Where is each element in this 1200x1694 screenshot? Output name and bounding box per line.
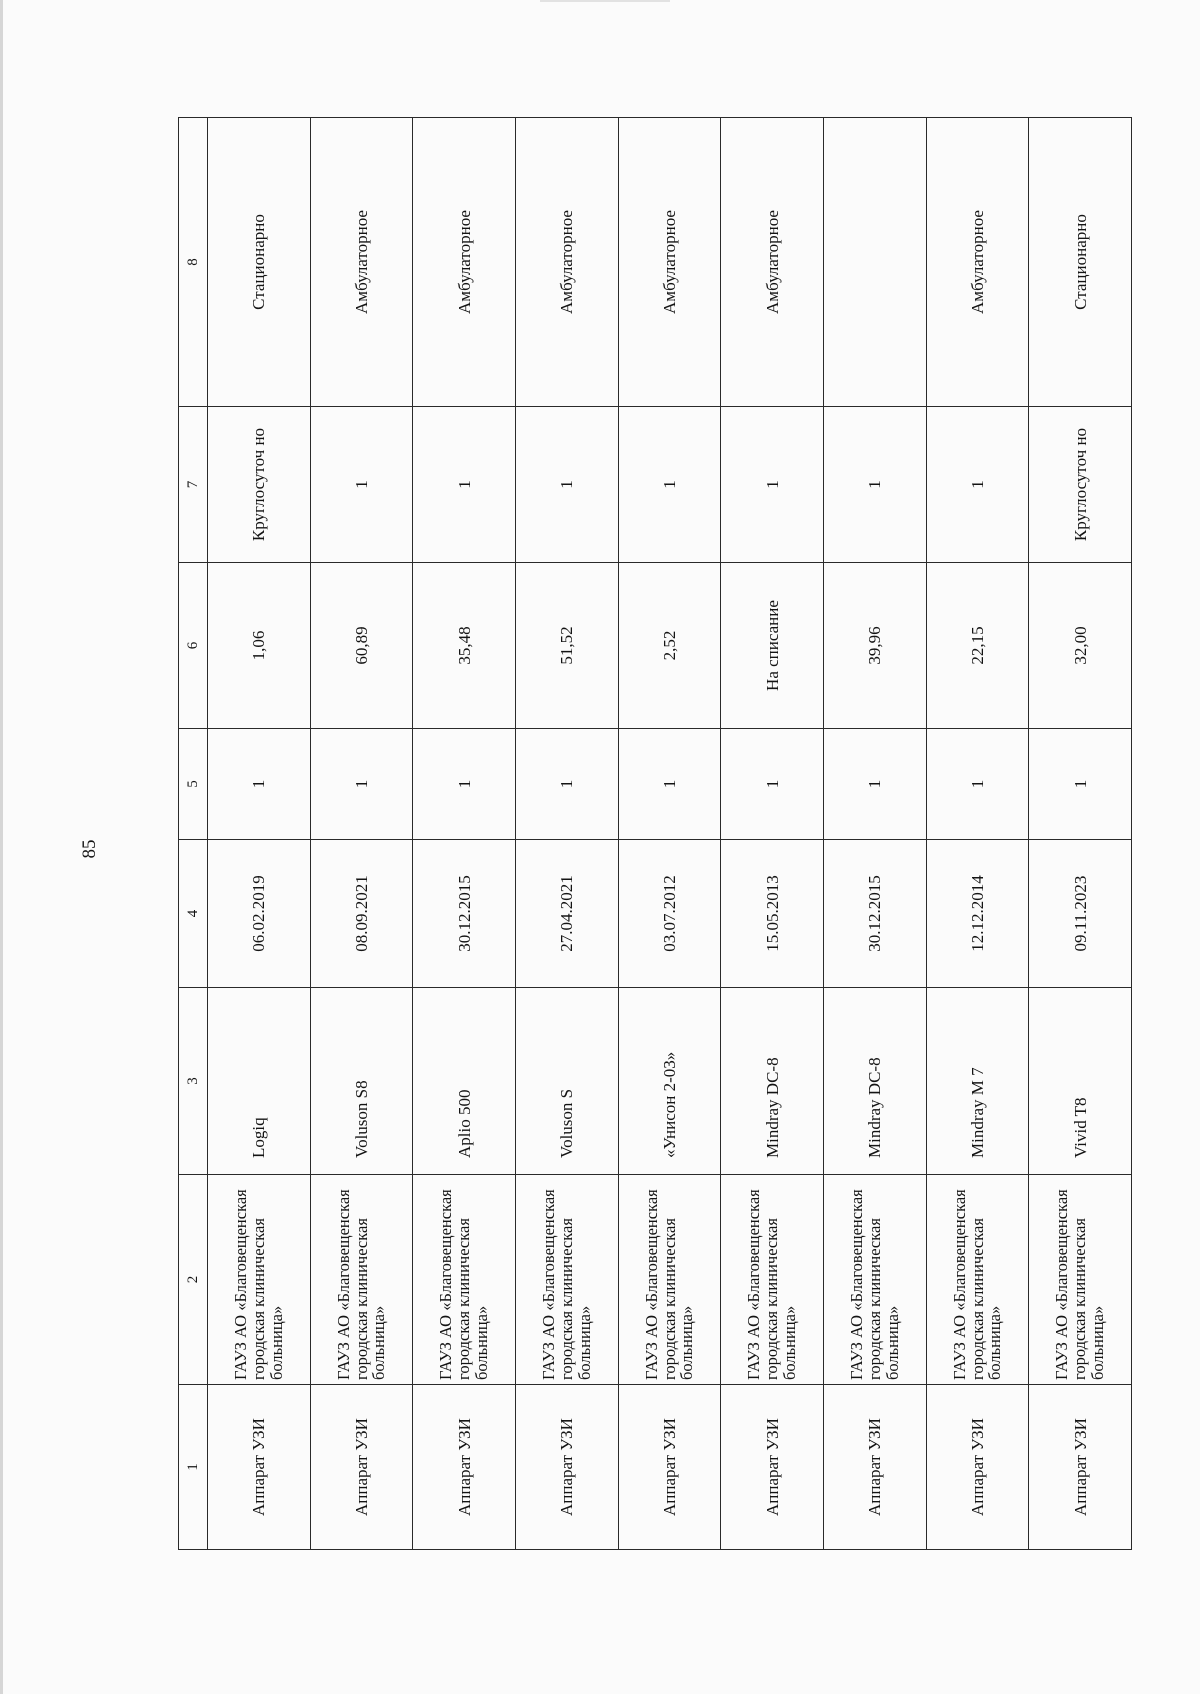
cell-quantity: 1: [823, 729, 926, 840]
table-row: [1029, 118, 1132, 1550]
cell-usage-type: Амбулаторное: [515, 118, 618, 407]
cell-equipment-name: Аппарат УЗИ: [208, 1385, 311, 1550]
equipment-table-frame: [178, 118, 1132, 1550]
cell-usage-type: Стационарно: [1029, 118, 1132, 407]
cell-equipment-name: Аппарат УЗИ: [823, 1385, 926, 1550]
table-row: [310, 118, 413, 1550]
cell-usage-type: Стационарно: [208, 118, 311, 407]
column-number-5: 5: [179, 729, 208, 840]
cell-organization: ГАУЗ АО «Благовещенская городская клиническая больница»: [1029, 1175, 1132, 1385]
cell-commissioning-date: 09.11.2023: [1029, 840, 1132, 988]
page-number-text: 85: [79, 839, 100, 859]
cell-commissioning-date: 30.12.2015: [413, 840, 516, 988]
cell-equipment-name: Аппарат УЗИ: [310, 1385, 413, 1550]
cell-commissioning-date: 15.05.2013: [721, 840, 824, 988]
column-number-2: 2: [179, 1175, 208, 1385]
cell-model: Mindray M 7: [926, 988, 1029, 1175]
cell-quantity: 1: [618, 729, 721, 840]
column-number-row: [179, 118, 208, 1550]
cell-usage-type: Амбулаторное: [413, 118, 516, 407]
cell-commissioning-date: 27.04.2021: [515, 840, 618, 988]
cell-equipment-name: Аппарат УЗИ: [1029, 1385, 1132, 1550]
cell-organization: ГАУЗ АО «Благовещенская городская клиническая больница»: [823, 1175, 926, 1385]
cell-equipment-name: Аппарат УЗИ: [926, 1385, 1029, 1550]
cell-work-mode: Круглосуточ но: [1029, 407, 1132, 563]
cell-equipment-name: Аппарат УЗИ: [413, 1385, 516, 1550]
cell-organization: ГАУЗ АО «Благовещенская городская клиническая больница»: [310, 1175, 413, 1385]
cell-quantity: 1: [310, 729, 413, 840]
cell-wear-value: На списание: [721, 563, 824, 729]
table-row: [515, 118, 618, 1550]
cell-wear-value: 35,48: [413, 563, 516, 729]
cell-work-mode: 1: [310, 407, 413, 563]
cell-quantity: 1: [721, 729, 824, 840]
cell-commissioning-date: 06.02.2019: [208, 840, 311, 988]
cell-work-mode: 1: [823, 407, 926, 563]
cell-organization: ГАУЗ АО «Благовещенская городская клиническая больница»: [413, 1175, 516, 1385]
column-number-3: 3: [179, 988, 208, 1175]
cell-wear-value: 22,15: [926, 563, 1029, 729]
cell-work-mode: 1: [515, 407, 618, 563]
cell-wear-value: 2,52: [618, 563, 721, 729]
cell-model: Vivid T8: [1029, 988, 1132, 1175]
cell-model: Voluson S: [515, 988, 618, 1175]
column-number-6: 6: [179, 563, 208, 729]
table-row: [823, 118, 926, 1550]
table-row: [721, 118, 824, 1550]
cell-equipment-name: Аппарат УЗИ: [618, 1385, 721, 1550]
cell-organization: ГАУЗ АО «Благовещенская городская клиническая больница»: [208, 1175, 311, 1385]
cell-wear-value: 51,52: [515, 563, 618, 729]
cell-usage-type: Амбулаторное: [926, 118, 1029, 407]
table-row: [413, 118, 516, 1550]
equipment-table: [178, 117, 1132, 1550]
cell-model: Aplio 500: [413, 988, 516, 1175]
column-number-8: 8: [179, 118, 208, 407]
cell-wear-value: 60,89: [310, 563, 413, 729]
cell-work-mode: 1: [721, 407, 824, 563]
table-row: [208, 118, 311, 1550]
cell-work-mode: 1: [413, 407, 516, 563]
cell-organization: ГАУЗ АО «Благовещенская городская клиническая больница»: [618, 1175, 721, 1385]
cell-organization: ГАУЗ АО «Благовещенская городская клиническая больница»: [926, 1175, 1029, 1385]
column-number-1: 1: [179, 1385, 208, 1550]
cell-model: Logiq: [208, 988, 311, 1175]
cell-usage-type: Амбулаторное: [310, 118, 413, 407]
bleed-through-mark: [540, 0, 670, 2]
cell-quantity: 1: [515, 729, 618, 840]
cell-quantity: 1: [926, 729, 1029, 840]
cell-commissioning-date: 30.12.2015: [823, 840, 926, 988]
cell-model: «Унисон 2-03»: [618, 988, 721, 1175]
cell-equipment-name: Аппарат УЗИ: [515, 1385, 618, 1550]
cell-wear-value: 1,06: [208, 563, 311, 729]
cell-quantity: 1: [1029, 729, 1132, 840]
cell-commissioning-date: 03.07.2012: [618, 840, 721, 988]
cell-model: Voluson S8: [310, 988, 413, 1175]
cell-commissioning-date: 08.09.2021: [310, 840, 413, 988]
cell-work-mode: 1: [618, 407, 721, 563]
column-number-4: 4: [179, 840, 208, 988]
page-number: [78, 834, 102, 864]
cell-commissioning-date: 12.12.2014: [926, 840, 1029, 988]
table-row: [618, 118, 721, 1550]
cell-work-mode: 1: [926, 407, 1029, 563]
scan-edge: [0, 0, 3, 1694]
cell-quantity: 1: [413, 729, 516, 840]
cell-organization: ГАУЗ АО «Благовещенская городская клиническая больница»: [515, 1175, 618, 1385]
table-row: [926, 118, 1029, 1550]
cell-model: Mindray DC-8: [823, 988, 926, 1175]
cell-usage-type: Амбулаторное: [618, 118, 721, 407]
cell-model: Mindray DC-8: [721, 988, 824, 1175]
cell-wear-value: 32,00: [1029, 563, 1132, 729]
cell-wear-value: 39,96: [823, 563, 926, 729]
cell-work-mode: Круглосуточ но: [208, 407, 311, 563]
column-number-7: 7: [179, 407, 208, 563]
cell-equipment-name: Аппарат УЗИ: [721, 1385, 824, 1550]
cell-quantity: 1: [208, 729, 311, 840]
cell-usage-type: Амбулаторное: [721, 118, 824, 407]
cell-organization: ГАУЗ АО «Благовещенская городская клиническая больница»: [721, 1175, 824, 1385]
cell-usage-type: [823, 118, 926, 407]
